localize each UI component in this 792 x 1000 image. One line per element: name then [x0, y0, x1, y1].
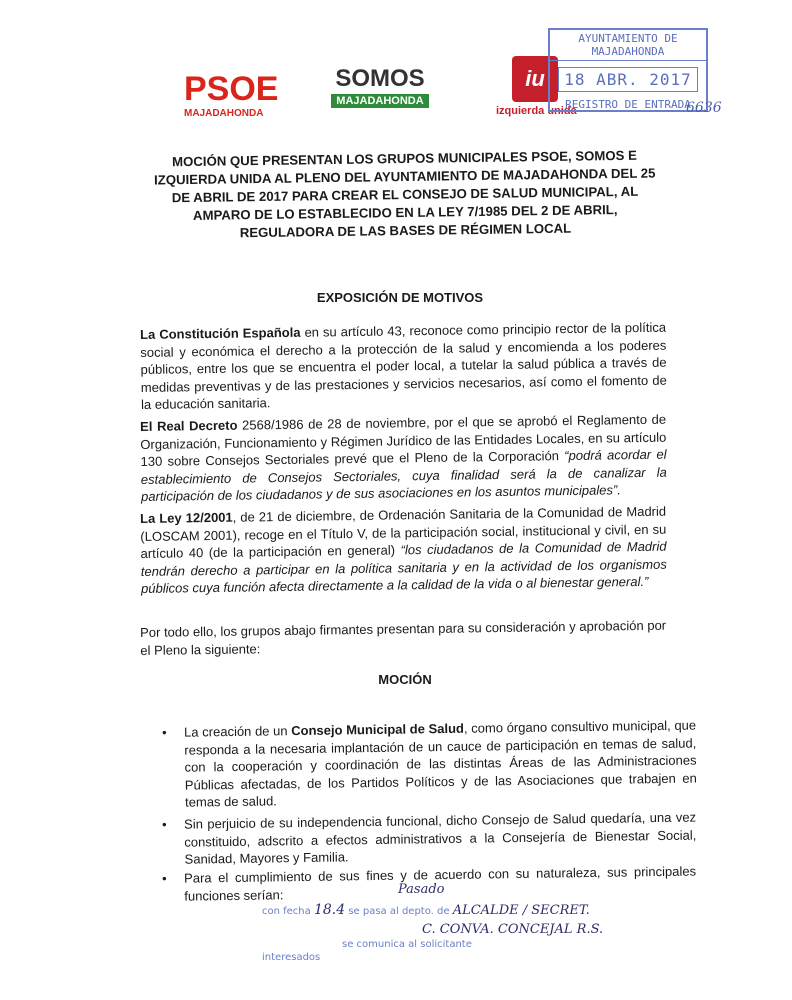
routing-stamp [262, 896, 682, 963]
routing-stamp-line-2 [422, 922, 682, 937]
paragraph-ley-text: , de 21 de diciembre, de Ordenación Sanitaria de la Comunidad de Madrid (LOSCAM 2001), recoge en el Título V, de la participación social, institucional y civil, en su artículo 40 (de la participación en general) [140, 503, 667, 561]
routing-stamp-line-4: interesados [262, 952, 321, 963]
paragraph-constitucion-lead: La Constitución Española [140, 324, 301, 342]
registry-stamp-date: 18 ABR. 2017 [558, 67, 698, 92]
registry-stamp-label: REGISTRO DE ENTRADA [565, 98, 691, 111]
paragraph-constitucion-text: en su artículo 43, reconoce como principio rector de la política social y económica el derecho a la protección de la salud y encomienda a los poderes públicos, entre los que se encuentra el poder local, a tutelar la salud pública a través de medidas preventivas y de las prestaciones y servicios necesarios, así como el fomento de la educación sanitaria. [140, 319, 667, 412]
list-item-bold: Consejo Municipal de Salud [291, 720, 465, 739]
list-item-lead: La creación de un [184, 723, 292, 740]
paragraph-ley-quote: “los ciudadanos de la Comunidad de Madrid tendrán derecho a participar en la política sanitaria y en la actividad de los organismos públicos cuya función afecta directamente a la calidad de la vida o al bienestar general.” [140, 538, 667, 596]
section-heading-mocion: MOCIÓN [378, 672, 432, 687]
list-item [160, 717, 697, 812]
bullet-dot-icon: • [162, 724, 167, 740]
psoe-logo-word: PSOE [184, 70, 279, 108]
psoe-logo [184, 70, 279, 119]
paragraph-ley-12-2001 [140, 503, 667, 598]
handwritten-pasado: Pasado [398, 882, 445, 897]
routing-stamp-line-3: se comunica al solicitante [342, 939, 472, 950]
handwritten-recipient: C. CONVA. CONCEJAL R.S. [422, 922, 604, 937]
registry-stamp-number: 6636 [686, 100, 722, 116]
list-item-text: Sin perjuicio de su independencia funcional, dicho Consejo de Salud quedaría, una vez constituido, adscrito a efectos administrativos a la Consejería de Bienestar Social, Sanidad, Mayores y Familia. [184, 809, 697, 867]
psoe-logo-subtitle: MAJADAHONDA [184, 108, 264, 119]
routing-stamp-label-date: con fecha [262, 906, 311, 917]
handwritten-department: ALCALDE / SECRET. [452, 903, 590, 918]
paragraph-conclusion: Por todo ello, los grupos abajo firmantes presentan para su consideración y aprobación por el Pleno la siguiente: [140, 617, 667, 658]
document-title: MOCIÓN QUE PRESENTAN LOS GRUPOS MUNICIPALES PSOE, SOMOS E IZQUIERDA UNIDA AL PLENO DEL AYUNTAMIENTO DE MAJADAHONDA DEL 25 DE ABRIL DE 2017 PARA CREAR EL CONSEJO DE SALUD MUNICIPAL, AL AMPARO DE LO ESTABLECIDO EN LA LEY 7/1985 DEL 2 DE ABRIL, REGULADORA DE LAS BASES DE RÉGIMEN LOCAL [153, 147, 656, 241]
paragraph-real-decreto [140, 411, 667, 506]
paragraph-constitucion [140, 319, 667, 414]
list-item [160, 809, 697, 869]
iu-logo-mark: iu [512, 56, 558, 102]
list-item-text: Para el cumplimiento de sus fines y de acuerdo con su naturaleza, sus principales funciones serían: [184, 863, 697, 904]
somos-logo-word: SOMOS [335, 65, 425, 92]
registry-stamp-authority: AYUNTAMIENTO DE MAJADAHONDA [550, 30, 706, 61]
somos-logo-subtitle: MAJADAHONDA [331, 94, 429, 108]
bullet-dot-icon: • [162, 870, 167, 886]
section-heading-exposicion: EXPOSICIÓN DE MOTIVOS [316, 290, 484, 305]
paragraph-real-decreto-text: 2568/1986 de 28 de noviembre, por el que se aprobó el Reglamento de Organización, Funcionamiento y Régimen Jurídico de las Entidades Locales, en su artículo 130 sobre Consejos Sectoriales prevé que el Pleno de la Corporación [140, 411, 667, 469]
paragraph-real-decreto-quote: “podrá acordar el establecimiento de Consejos Sectoriales, cuya finalidad será la de canalizar la participación de los ciudadanos y de sus asociaciones en los asuntos municipales”. [140, 446, 667, 504]
handwritten-date: 18.4 [313, 902, 346, 918]
paragraph-real-decreto-lead: El Real Decreto [140, 417, 238, 434]
routing-stamp-line-1 [262, 902, 682, 918]
bullet-dot-icon: • [162, 816, 167, 832]
somos-logo [330, 66, 430, 108]
registry-stamp [548, 28, 708, 112]
iu-logo-subtitle: izquierda unida [496, 105, 577, 117]
list-item-text: , como órgano consultivo municipal, que responda a la necesaria implantación de un cauce de participación en temas de salud, con la cooperación y coordinación de las distintas Áreas de las Administraciones Públicas afectadas, de los Partidos Políticos y de las Asociaciones que trabajen en temas de salud. [184, 717, 697, 810]
paragraph-ley-lead: La Ley 12/2001 [140, 509, 233, 526]
routing-stamp-label-dept: se pasa al depto. de [348, 906, 450, 917]
